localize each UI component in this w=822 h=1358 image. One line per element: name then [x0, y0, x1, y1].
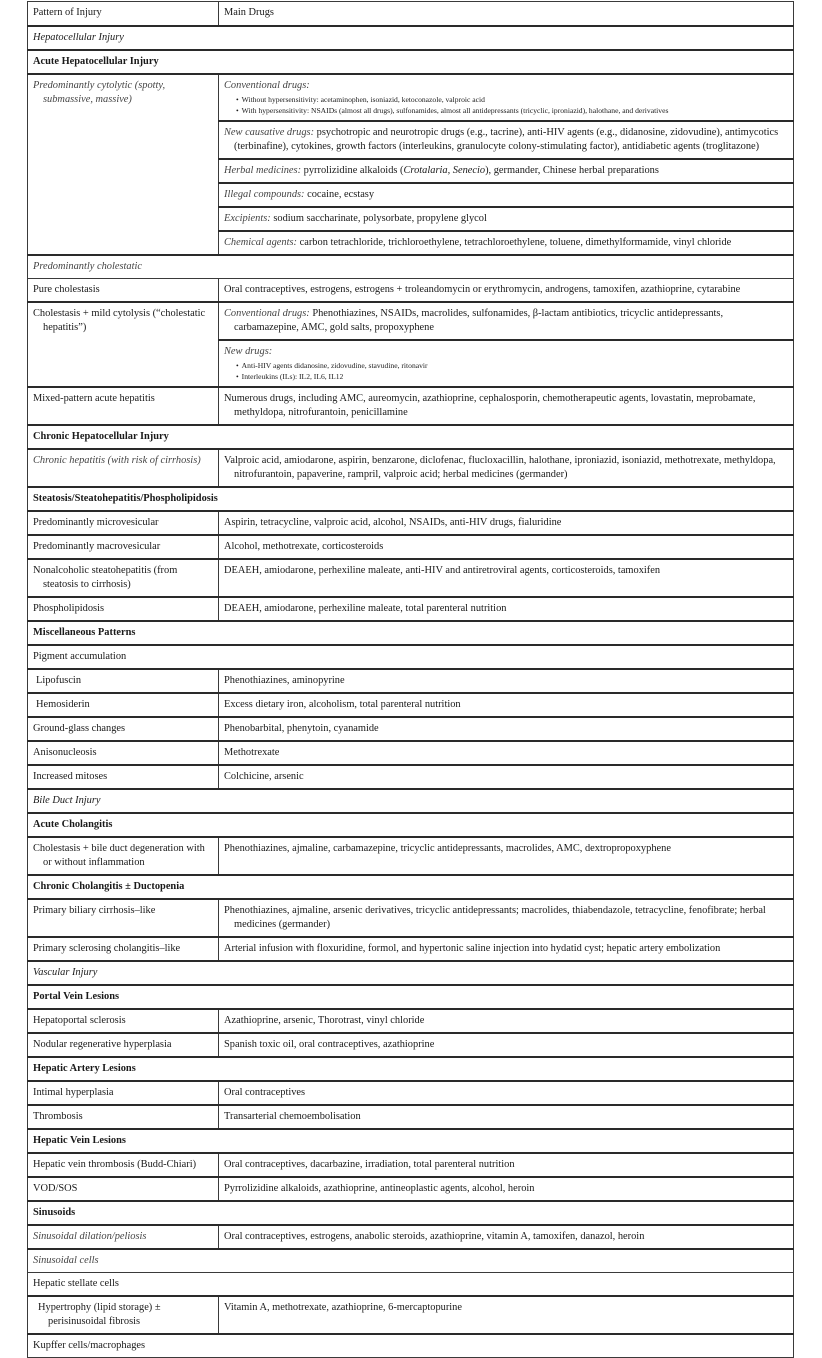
pattern-cell: Hemosiderin — [28, 693, 219, 717]
table-row — [28, 765, 794, 789]
drugs-cell: Oral contraceptives — [219, 1081, 794, 1105]
subsection-row — [28, 813, 794, 837]
section-row — [28, 789, 794, 813]
subsection-row — [28, 985, 794, 1009]
drugs-cell — [219, 231, 794, 255]
drugs-cell: Phenothiazines, aminopyrine — [219, 669, 794, 693]
section-bile-duct: Bile Duct Injury — [28, 789, 794, 813]
drug-class-label: Illegal compounds: — [224, 189, 305, 200]
subsection-row — [28, 425, 794, 449]
table-row — [28, 717, 794, 741]
pattern-cell: Mixed-pattern acute hepatitis — [28, 387, 219, 425]
drugs-cell: Phenothiazines, ajmaline, carbamazepine, tricyclic antidepressants, macrolides, AMC, dextropropoxyphene — [219, 837, 794, 875]
drugs-text: ), germander, Chinese herbal preparations — [485, 165, 659, 176]
subsection-row — [28, 1201, 794, 1225]
subsection-sinusoids: Sinusoids — [28, 1201, 794, 1225]
pattern-cell: Pure cholestasis — [28, 279, 219, 303]
drug-class-label: Chemical agents: — [224, 237, 298, 248]
drugs-cell: Aspirin, tetracycline, valproic acid, alcohol, NSAIDs, anti-HIV drugs, fialuridine — [219, 511, 794, 535]
drugs-cell — [219, 302, 794, 340]
pattern-cell: Primary sclerosing cholangitis–like — [28, 937, 219, 961]
subsection-row — [28, 1057, 794, 1081]
drugs-cell: Methotrexate — [219, 741, 794, 765]
subsection-portal-vein: Portal Vein Lesions — [28, 985, 794, 1009]
pattern-cell: Hypertrophy (lipid storage) ± perisinusoidal fibrosis — [28, 1296, 219, 1334]
drugs-cell: Phenothiazines, ajmaline, arsenic derivatives, tricyclic antidepressants; macrolides, thiabendazole, tetracycline, fenofibrate; herbal medicines (germander) — [219, 899, 794, 937]
drug-class-label: New drugs: — [224, 346, 273, 357]
subsection-row — [28, 621, 794, 645]
drug-class-label: Conventional drugs: — [224, 308, 310, 319]
drugs-cell: Spanish toxic oil, oral contraceptives, azathioprine — [219, 1033, 794, 1057]
table-row — [28, 937, 794, 961]
pattern-cell: Intimal hyperplasia — [28, 1081, 219, 1105]
table-row — [28, 511, 794, 535]
drugs-text: sodium saccharinate, polysorbate, propylene glycol — [273, 213, 487, 224]
subsection-chronic-cholangitis: Chronic Cholangitis ± Ductopenia — [28, 875, 794, 899]
subsection-sinusoidal-cells: Sinusoidal cells — [28, 1249, 794, 1273]
subsection-hepatic-stellate-cells: Hepatic stellate cells — [28, 1273, 794, 1297]
drugs-cell — [219, 159, 794, 183]
subsection-row — [28, 875, 794, 899]
pattern-cell: VOD/SOS — [28, 1177, 219, 1201]
drugs-text: carbon tetrachloride, trichloroethylene, tetrachloroethylene, toluene, dimethylformamide, vinyl chloride — [299, 237, 732, 248]
table-row — [28, 279, 794, 303]
bullet-item: • Interleukins (ILs): IL2, IL6, IL12 — [236, 371, 788, 382]
drugs-cell — [219, 207, 794, 231]
pattern-cell: Cholestasis + mild cytolysis (“cholestatic hepatitis”) — [28, 302, 219, 387]
drugs-text: Phenothiazines, NSAIDs, macrolides, sulfonamides, β-lactam antibiotics, tricyclic antidepressants, carbamazepine, AMC, gold salts, propoxyphene — [234, 308, 724, 333]
drugs-text: psychotropic and neurotropic drugs (e.g., tacrine), anti-HIV agents (e.g., didanosine, zidovudine), antimycotics (terbinafine), cytokines, growth factors (interleukins, granulocyte colony-stimulating factor), antidiabetic agents (troglitazone) — [234, 127, 779, 152]
subsection-row — [28, 1249, 794, 1273]
drug-class-label: New causative drugs: — [224, 127, 315, 138]
pattern-cell: Lipofuscin — [28, 669, 219, 693]
table-row — [28, 535, 794, 559]
table-row — [28, 1009, 794, 1033]
drugs-cell — [219, 183, 794, 207]
pattern-cell: Primary biliary cirrhosis–like — [28, 899, 219, 937]
bullet-list — [224, 94, 788, 116]
table-row — [28, 899, 794, 937]
drugs-cell: Azathioprine, arsenic, Thorotrast, vinyl chloride — [219, 1009, 794, 1033]
drugs-cell — [219, 74, 794, 121]
table-row — [28, 1177, 794, 1201]
table-row — [28, 1033, 794, 1057]
table-row — [28, 597, 794, 621]
pattern-cell: Hepatoportal sclerosis — [28, 1009, 219, 1033]
bullet-item: • Anti-HIV agents didanosine, zidovudine, stavudine, ritonavir — [236, 360, 788, 371]
drug-injury-table-document — [27, 1, 794, 1358]
table-row — [28, 1225, 794, 1249]
drugs-cell: DEAEH, amiodarone, perhexiline maleate, total parenteral nutrition — [219, 597, 794, 621]
pattern-cell: Ground-glass changes — [28, 717, 219, 741]
drugs-cell — [219, 340, 794, 387]
drugs-cell: Oral contraceptives, estrogens, estrogens + troleandomycin or erythromycin, androgens, tamoxifen, azathioprine, cytarabine — [219, 279, 794, 303]
section-row — [28, 961, 794, 985]
drugs-cell: Transarterial chemoembolisation — [219, 1105, 794, 1129]
header-drugs: Main Drugs — [219, 2, 794, 27]
header-pattern: Pattern of Injury — [28, 2, 219, 27]
pattern-cell: Chronic hepatitis (with risk of cirrhosis) — [28, 449, 219, 487]
table-row — [28, 1153, 794, 1177]
drugs-text-italic: Crotalaria, Senecio — [403, 165, 486, 176]
pattern-cell: Predominantly microvesicular — [28, 511, 219, 535]
pattern-cell: Nonalcoholic steatohepatitis (from steatosis to cirrhosis) — [28, 559, 219, 597]
subsection-acute-cholangitis: Acute Cholangitis — [28, 813, 794, 837]
section-hepatocellular: Hepatocellular Injury — [28, 26, 794, 50]
subsection-pigment-accumulation: Pigment accumulation — [28, 645, 794, 669]
bullet-list — [224, 360, 788, 382]
table-row — [28, 741, 794, 765]
section-vascular: Vascular Injury — [28, 961, 794, 985]
drug-class-label: Excipients: — [224, 213, 271, 224]
subsection-steatosis: Steatosis/Steatohepatitis/Phospholipidosis — [28, 487, 794, 511]
subsection-row — [28, 1129, 794, 1153]
drug-class-label: Conventional drugs: — [224, 80, 310, 91]
subsection-row — [28, 255, 794, 279]
subsection-miscellaneous: Miscellaneous Patterns — [28, 621, 794, 645]
bullet-item: • Without hypersensitivity: acetaminophen, isoniazid, ketoconazole, valproic acid — [236, 94, 788, 105]
subsection-predominantly-cholestatic: Predominantly cholestatic — [28, 255, 794, 279]
drugs-cell: Colchicine, arsenic — [219, 765, 794, 789]
pattern-cell: Predominantly macrovesicular — [28, 535, 219, 559]
table-row — [28, 693, 794, 717]
table-row — [28, 837, 794, 875]
drug-class-label: Herbal medicines: — [224, 165, 302, 176]
pattern-cell: Cholestasis + bile duct degeneration with or without inflammation — [28, 837, 219, 875]
drugs-cell: Numerous drugs, including AMC, aureomycin, azathioprine, cephalosporin, chemotherapeutic agents, lovastatin, meprobamate, methyldopa, nitrofurantoin, penicillamine — [219, 387, 794, 425]
table-row — [28, 1296, 794, 1334]
drugs-cell: Oral contraceptives, dacarbazine, irradiation, total parenteral nutrition — [219, 1153, 794, 1177]
drugs-cell: Valproic acid, amiodarone, aspirin, benzarone, diclofenac, flucloxacillin, halothane, iproniazid, isoniazid, methotrexate, methyldopa, nitrofurantoin, papaverine, rampril, valproic acid; herbal medicines (germander) — [219, 449, 794, 487]
pattern-cell: Nodular regenerative hyperplasia — [28, 1033, 219, 1057]
drugs-cell: DEAEH, amiodarone, perhexiline maleate, anti-HIV and antiretroviral agents, corticosteroids, tamoxifen — [219, 559, 794, 597]
drugs-cell: Excess dietary iron, alcoholism, total parenteral nutrition — [219, 693, 794, 717]
drugs-cell: Arterial infusion with floxuridine, formol, and hypertonic saline injection into hydatid cyst; hepatic artery embolization — [219, 937, 794, 961]
table-row — [28, 74, 794, 121]
table-row — [28, 1081, 794, 1105]
pattern-cell: Hepatic vein thrombosis (Budd-Chiari) — [28, 1153, 219, 1177]
drugs-text: cocaine, ecstasy — [307, 189, 375, 200]
subsection-kupffer-cells: Kupffer cells/macrophages — [28, 1334, 794, 1358]
drugs-cell — [219, 121, 794, 159]
subsection-chronic-hepatocellular: Chronic Hepatocellular Injury — [28, 425, 794, 449]
table-row — [28, 559, 794, 597]
subsection-row — [28, 1273, 794, 1297]
table-row — [28, 1105, 794, 1129]
bullet-item: • With hypersensitivity: NSAIDs (almost all drugs), sulfonamides, almost all antidepressants (tricyclic, iproniazid), halothane, and derivatives — [236, 105, 788, 116]
pattern-cell: Sinusoidal dilation/peliosis — [28, 1225, 219, 1249]
pattern-cell: Increased mitoses — [28, 765, 219, 789]
subsection-row — [28, 50, 794, 74]
section-row — [28, 26, 794, 50]
pattern-cell: Predominantly cytolytic (spotty, submassive, massive) — [28, 74, 219, 255]
subsection-row — [28, 487, 794, 511]
pattern-cell: Phospholipidosis — [28, 597, 219, 621]
drugs-cell: Pyrrolizidine alkaloids, azathioprine, antineoplastic agents, alcohol, heroin — [219, 1177, 794, 1201]
drug-injury-table — [27, 1, 794, 1358]
drugs-cell: Oral contraceptives, estrogens, anabolic steroids, azathioprine, vitamin A, tamoxifen, danazol, heroin — [219, 1225, 794, 1249]
table-row — [28, 302, 794, 340]
table-row — [28, 669, 794, 693]
subsection-hepatic-vein: Hepatic Vein Lesions — [28, 1129, 794, 1153]
subsection-acute-hepatocellular: Acute Hepatocellular Injury — [28, 50, 794, 74]
drugs-cell: Phenobarbital, phenytoin, cyanamide — [219, 717, 794, 741]
drugs-text: pyrrolizidine alkaloids ( — [303, 165, 404, 176]
subsection-hepatic-artery: Hepatic Artery Lesions — [28, 1057, 794, 1081]
pattern-cell: Thrombosis — [28, 1105, 219, 1129]
pattern-cell: Anisonucleosis — [28, 741, 219, 765]
table-row — [28, 387, 794, 425]
drugs-cell: Vitamin A, methotrexate, azathioprine, 6-mercaptopurine — [219, 1296, 794, 1334]
subsection-row — [28, 645, 794, 669]
drugs-cell: Alcohol, methotrexate, corticosteroids — [219, 535, 794, 559]
table-header-row — [28, 2, 794, 27]
subsection-row — [28, 1334, 794, 1358]
table-row — [28, 449, 794, 487]
